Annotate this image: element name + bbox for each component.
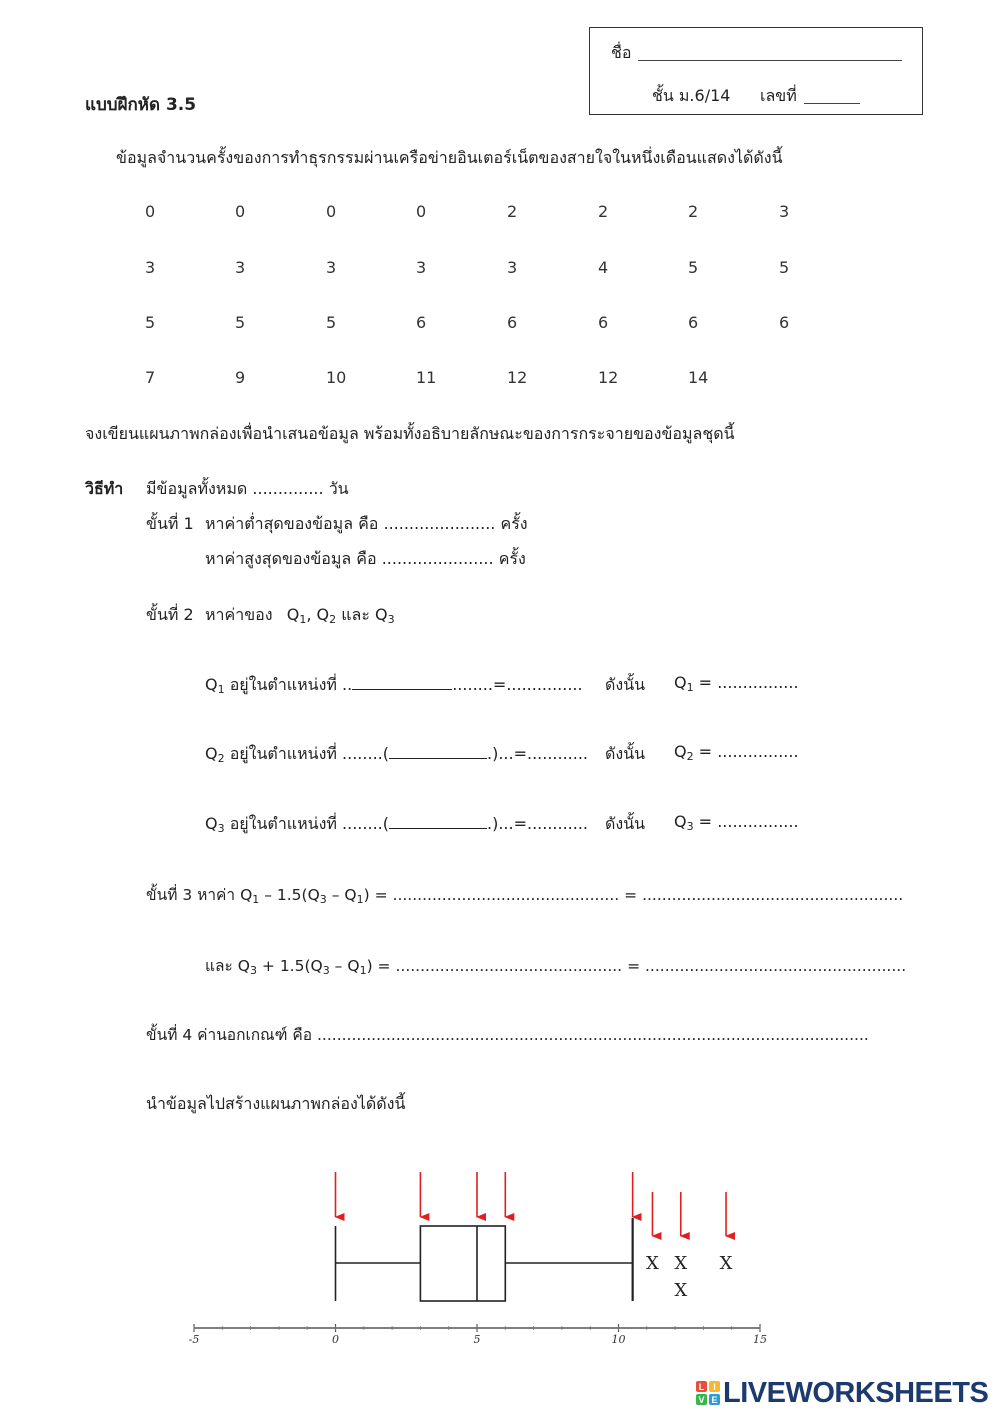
step2-text: หาค่าของ [205,605,273,624]
axis-tick-label: -5 [188,1333,200,1346]
data-cell: 6 [779,313,790,332]
outlier-marker: X [674,1253,688,1274]
step3-lower-line: ขั้นที่ 3 หาค่า $Q_1 - 1.5(Q_3 - Q_1)$ = .............................................. = ..................................................... [146,886,904,906]
data-cell: 5 [779,258,790,277]
step1-label: ขั้นที่ 1 [146,514,194,533]
data-cell: 3 [235,258,246,277]
step4-label: ขั้นที่ 4 [146,1026,193,1044]
logo-letter-tile: L [696,1381,707,1392]
data-cell: 14 [688,368,709,387]
data-cell: 6 [507,313,518,332]
upper-fence-answer-field[interactable]: ..................................................... [645,957,907,975]
data-cell: 7 [145,368,156,387]
data-cell: 10 [326,368,347,387]
step3-label: ขั้นที่ 3 [146,886,193,904]
outlier-marker: X [719,1253,733,1274]
data-cell: 9 [235,368,246,387]
q3-value-line [674,812,799,833]
q1-label: $Q_1$ [205,675,225,696]
liveworksheets-logo-icon [696,1381,720,1405]
max-unit: ครั้ง [498,549,526,568]
q1-position-text: อยู่ในตำแหน่งที่ [229,675,337,694]
max-answer-field[interactable]: ...................... [381,549,494,568]
step2-label: ขั้นที่ 2 [146,605,194,624]
data-cell: 0 [235,202,246,221]
data-cell: 11 [416,368,437,387]
min-answer-field[interactable]: ...................... [383,514,496,533]
total-answer-field[interactable]: .............. [252,479,324,498]
data-cell: 12 [507,368,528,387]
data-cell: 3 [326,258,337,277]
data-cell: 0 [416,202,427,221]
intro-text: ข้อมูลจำนวนครั้งของการทำธุรกรรมผ่านเครือข่ายอินเตอร์เน็ตของสายใจในหนึ่งเดือนแสดงได้ดังนี้ [116,148,783,167]
lower-fence-work-field[interactable]: .............................................. [392,886,620,904]
lower-fence-answer-field[interactable]: ..................................................... [642,886,904,904]
q1-therefore: ดังนั้น [605,675,646,694]
data-cell: 12 [598,368,619,387]
logo-letter-tile: E [709,1394,720,1405]
q2-therefore: ดังนั้น [605,744,646,763]
q2-position-text: อยู่ในตำแหน่งที่ [229,744,337,763]
box-plot-chart [0,1160,1000,1380]
data-cell: 0 [326,202,337,221]
step1-min-line [205,512,528,537]
q3-value-field[interactable]: ................ [717,812,799,831]
q2-value-field[interactable]: ................ [717,742,799,761]
step3-text: หาค่า [197,886,236,904]
q3-symbol: $Q_3$ [375,605,395,626]
q1-value-label: $Q_1$ = [674,673,713,694]
data-cell: 5 [688,258,699,277]
brand-text: LIVEWORKSHEETS [723,1376,989,1409]
q3-position-text: อยู่ในตำแหน่งที่ [229,814,337,833]
q1-position-line [205,673,583,698]
data-cell: 4 [598,258,609,277]
q2-label: $Q_2$ [205,744,225,765]
step1-max-line [205,547,526,572]
data-cell: 3 [416,258,427,277]
name-box [589,27,923,115]
total-prefix: มีข้อมูลทั้งหมด [146,479,248,498]
axis-tick-label: 10 [611,1333,626,1346]
lower-fence-formula: $Q_1 - 1.5(Q_3 - Q_1)$ = [240,886,388,906]
q2-value-label: $Q_2$ = [674,742,713,763]
data-cell: 3 [145,258,156,277]
step3-upper-line: และ $Q_3 + 1.5(Q_3 - Q_1)$ = .............................................. = ..................................................... [205,957,907,977]
liveworksheets-brand [696,1378,988,1408]
number-label: เลขที่ [760,86,797,105]
data-cell: 6 [688,313,699,332]
name-label: ชื่อ [611,43,632,62]
data-cell: 2 [507,202,518,221]
q3-position-line [205,812,588,837]
total-suffix: วัน [328,479,349,498]
name-field[interactable] [638,42,902,61]
q2-position-line [205,742,588,767]
q3-position-field[interactable]: ........( .)...=............ [342,814,589,833]
q1-position-field[interactable]: .. ........=............... [342,675,583,694]
data-cell: 2 [688,202,699,221]
q2-value-line [674,742,799,763]
closing-text: นำข้อมูลไปสร้างแผนภาพกล่องได้ดังนี้ [146,1094,406,1113]
step3-and: และ [205,957,233,975]
number-field[interactable] [804,86,860,104]
q2-position-field[interactable]: ........( .)...=............ [342,744,589,763]
upper-fence-work-field[interactable]: .............................................. [395,957,623,975]
max-text: หาค่าสูงสุดของข้อมูล คือ [205,549,377,568]
total-line [146,477,349,502]
class-label: ชั้น ม.6/14 [652,86,731,105]
data-cell: 2 [598,202,609,221]
axis-tick-label: 15 [753,1333,767,1346]
data-cell: 5 [145,313,156,332]
step4-line [146,1022,869,1047]
q3-label: $Q_3$ [205,814,225,835]
worksheet-title: แบบฝึกหัด 3.5 [85,95,197,115]
data-cell: 5 [235,313,246,332]
data-cell: 0 [145,202,156,221]
outlier-answer-field[interactable]: ................................................................................................................ [316,1026,869,1044]
upper-fence-formula: $Q_3 + 1.5(Q_3 - Q_1)$ = [237,957,391,977]
step4-text: ค่านอกเกณฑ์ คือ [197,1026,313,1044]
data-cell: 6 [598,313,609,332]
q3-therefore: ดังนั้น [605,814,646,833]
q1-value-field[interactable]: ................ [717,673,799,692]
logo-letter-tile: I [709,1381,720,1392]
step2-heading [205,603,395,628]
q2-symbol: $Q_2$ [316,605,337,626]
min-text: หาค่าต่ำสุดของข้อมูล คือ [205,514,379,533]
step2-and: และ [341,605,370,624]
data-cell: 6 [416,313,427,332]
q1-symbol: $Q_1$, [286,605,312,626]
outlier-marker: X [674,1280,688,1301]
data-cell: 3 [507,258,518,277]
iqr-box [420,1226,505,1301]
question-text: จงเขียนแผนภาพกล่องเพื่อนำเสนอข้อมูล พร้อมทั้งอธิบายลักษณะของการกระจายของข้อมูลชุดนี้ [85,424,735,443]
q3-value-label: $Q_3$ = [674,812,713,833]
outlier-marker: X [646,1253,659,1274]
logo-letter-tile: V [696,1394,707,1405]
method-label: วิธีทำ [85,479,124,498]
data-cell: 5 [326,313,337,332]
axis-tick-label: 5 [473,1333,481,1346]
min-unit: ครั้ง [500,514,528,533]
data-cell: 3 [779,202,790,221]
axis-tick-label: 0 [332,1333,339,1346]
q1-value-line [674,673,799,694]
